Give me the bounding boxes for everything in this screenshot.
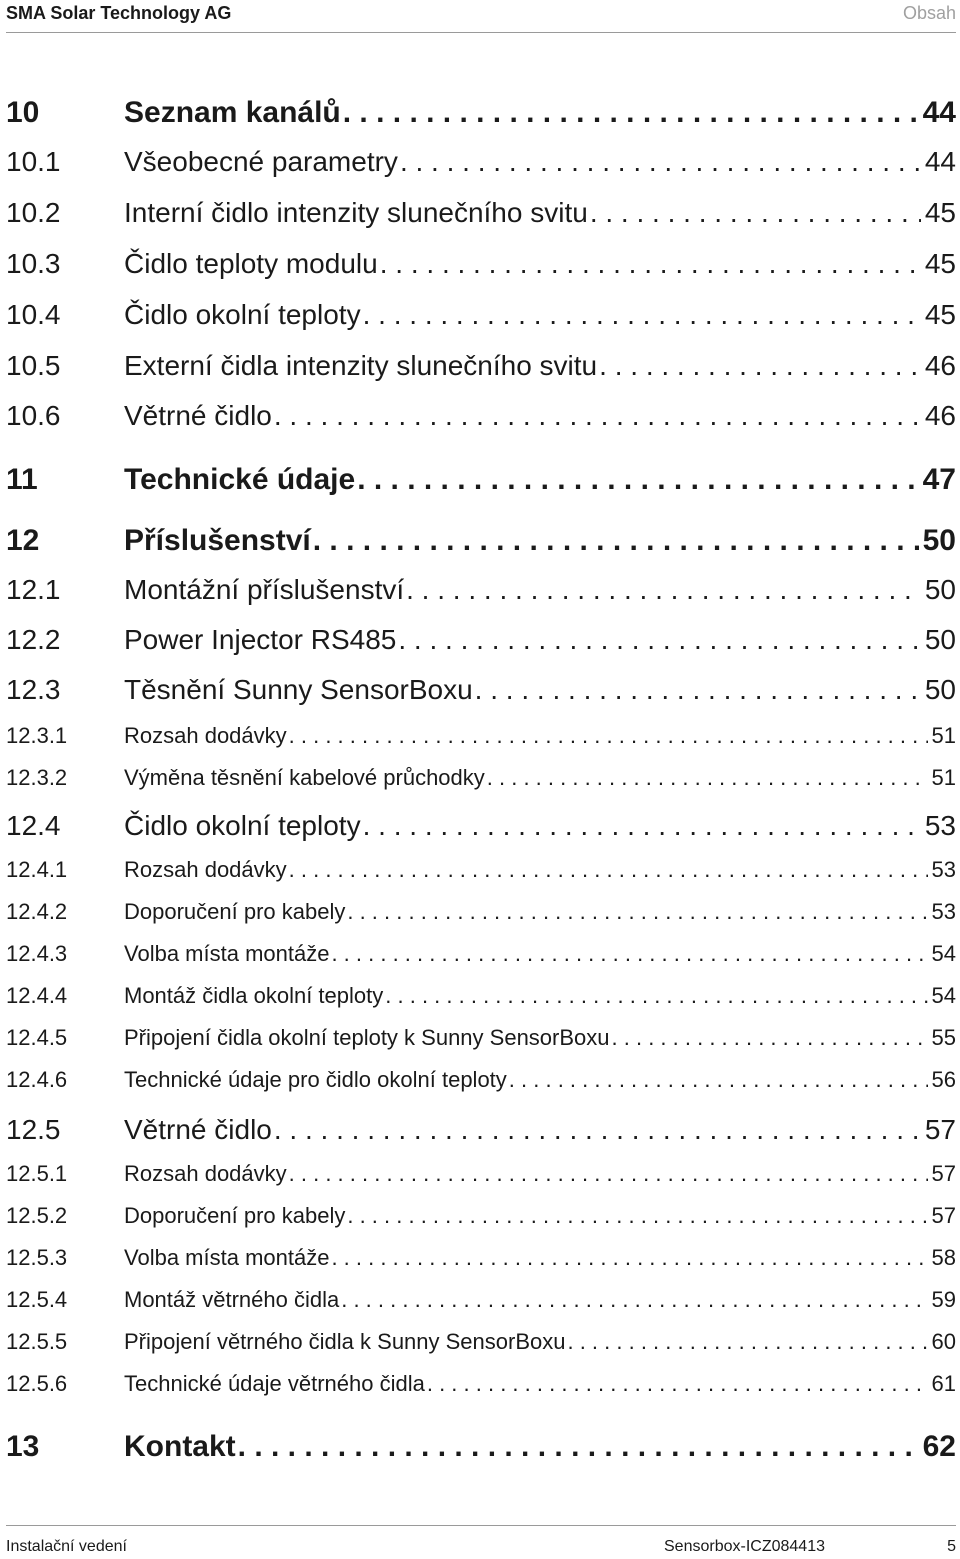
toc-entry-number: 12.3.1	[6, 723, 68, 748]
toc-dot-leader	[385, 983, 927, 1009]
toc-entry-title: Těsnění Sunny SensorBoxu	[124, 674, 473, 705]
toc-entry-number: 10.6	[6, 400, 61, 431]
toc-dot-leader	[599, 350, 921, 382]
toc-entry[interactable]	[6, 299, 956, 331]
toc-entry-page: 57	[924, 1114, 956, 1145]
toc-dot-leader	[274, 1114, 921, 1146]
toc-entry-number: 12.4.6	[6, 1067, 68, 1092]
toc-entry[interactable]	[6, 674, 956, 706]
footer-divider	[6, 1525, 956, 1526]
toc-entry-page: 45	[924, 197, 956, 228]
toc-entry-number: 12.4.4	[6, 983, 68, 1008]
toc-entry-title: Externí čidla intenzity slunečního svitu	[124, 350, 598, 381]
toc-entry-number: 12.1	[6, 574, 61, 605]
toc-entry-number: 12.5.5	[6, 1329, 68, 1354]
page-number: 5	[947, 1538, 956, 1555]
toc-entry[interactable]	[6, 1245, 956, 1271]
document-type: Instalační vedení	[6, 1538, 127, 1555]
company-name: SMA Solar Technology AG	[6, 3, 232, 23]
toc-dot-leader	[289, 1161, 928, 1187]
toc-entry-number: 12.4.5	[6, 1025, 68, 1050]
document-code: Sensorbox-ICZ084413	[664, 1538, 825, 1555]
toc-entry-number: 11	[6, 463, 38, 496]
toc-entry-title: Power Injector RS485	[124, 624, 397, 655]
toc-entry[interactable]	[6, 197, 956, 229]
toc-entry-page: 50	[924, 674, 956, 705]
toc-entry-number: 12.4.1	[6, 857, 68, 882]
toc-entry-page: 51	[931, 723, 956, 748]
toc-entry-title: Větrné čidlo	[124, 400, 272, 431]
toc-entry-title: Příslušenství	[124, 524, 311, 557]
toc-entry-page: 57	[931, 1161, 956, 1186]
toc-entry-number: 12.5.2	[6, 1203, 68, 1228]
toc-entry-page: 53	[931, 857, 956, 882]
toc-entry[interactable]	[6, 1161, 956, 1187]
toc-entry-page: 56	[931, 1067, 956, 1092]
toc-entry-title: Rozsah dodávky	[124, 857, 287, 882]
toc-entry-title: Doporučení pro kabely	[124, 899, 346, 924]
toc-entry-title: Doporučení pro kabely	[124, 1203, 346, 1228]
toc-dot-leader	[289, 723, 928, 749]
toc-dot-leader	[400, 146, 921, 178]
toc-dot-leader	[341, 1287, 927, 1313]
toc-entry-title: Interní čidlo intenzity slunečního svitu	[124, 197, 588, 228]
toc-entry-title: Čidlo teploty modulu	[124, 248, 378, 279]
toc-entry-title: Montáž čidla okolní teploty	[124, 983, 384, 1008]
toc-entry-title: Větrné čidlo	[124, 1114, 272, 1145]
toc-entry-title: Čidlo okolní teploty	[124, 299, 361, 330]
toc-entry-title: Technické údaje	[124, 463, 356, 496]
toc-entry-number: 10.1	[6, 146, 61, 177]
toc-dot-leader	[590, 197, 921, 229]
toc-entry-title: Připojení čidla okolní teploty k Sunny SensorBoxu	[124, 1025, 610, 1050]
toc-dot-leader	[274, 400, 921, 432]
toc-entry-page: 44	[922, 96, 956, 129]
toc-entry-title: Čidlo okolní teploty	[124, 810, 361, 841]
toc-entry-title: Volba místa montáže	[124, 941, 330, 966]
toc-entry-title: Montáž větrného čidla	[124, 1287, 340, 1312]
toc-entry-number: 12.4	[6, 810, 61, 841]
toc-entry[interactable]	[6, 765, 956, 791]
toc-entry-page: 54	[931, 983, 956, 1008]
toc-dot-leader	[612, 1025, 928, 1051]
toc-dot-leader	[363, 299, 921, 331]
toc-entry-number: 10.5	[6, 350, 61, 381]
toc-dot-leader	[347, 899, 927, 925]
toc-entry[interactable]	[6, 1025, 956, 1051]
toc-dot-leader	[363, 810, 921, 842]
toc-entry-page: 50	[924, 624, 956, 655]
toc-entry[interactable]	[6, 248, 956, 280]
toc-dot-leader	[331, 1245, 927, 1271]
toc-entry-title: Technické údaje pro čidlo okolní teploty	[124, 1067, 507, 1092]
toc-entry-page: 45	[924, 299, 956, 330]
toc-entry-number: 12.2	[6, 624, 61, 655]
toc-entry[interactable]	[6, 463, 956, 497]
toc-entry-page: 50	[922, 524, 956, 557]
toc-entry[interactable]	[6, 1067, 956, 1093]
toc-entry-page: 45	[924, 248, 956, 279]
toc-entry-page: 61	[931, 1371, 956, 1396]
toc-dot-leader	[331, 941, 927, 967]
toc-entry[interactable]	[6, 96, 956, 130]
toc-dot-leader	[427, 1371, 928, 1397]
toc-entry-page: 59	[931, 1287, 956, 1312]
toc-entry-page: 47	[922, 463, 956, 496]
toc-entry-title: Všeobecné parametry	[124, 146, 398, 177]
toc-entry-number: 13	[6, 1430, 40, 1463]
toc-entry[interactable]	[6, 1430, 956, 1464]
toc-entry[interactable]	[6, 1371, 956, 1397]
toc-entry-title: Připojení větrného čidla k Sunny SensorBoxu	[124, 1329, 566, 1354]
toc-dot-leader	[509, 1067, 928, 1093]
toc-entry-page: 50	[924, 574, 956, 605]
toc-entry-page: 46	[924, 400, 956, 431]
toc-entry-title: Technické údaje větrného čidla	[124, 1371, 425, 1396]
toc-entry-page: 46	[924, 350, 956, 381]
toc-dot-leader	[289, 857, 928, 883]
toc-dot-leader	[380, 248, 921, 280]
toc-entry[interactable]	[6, 400, 956, 432]
toc-entry-title: Montážní příslušenství	[124, 574, 405, 605]
toc-entry[interactable]	[6, 524, 956, 558]
toc-entry-number: 12.4.3	[6, 941, 68, 966]
toc-entry[interactable]	[6, 857, 956, 883]
toc-entry-page: 44	[924, 146, 956, 177]
toc-entry-title: Volba místa montáže	[124, 1245, 330, 1270]
toc-entry-page: 51	[931, 765, 956, 790]
toc-entry[interactable]	[6, 723, 956, 749]
toc-entry-title: Kontakt	[124, 1430, 236, 1463]
page-header	[6, 0, 956, 30]
toc-entry-page: 57	[931, 1203, 956, 1228]
toc-entry-number: 12	[6, 524, 40, 557]
toc-entry-number: 10	[6, 96, 40, 129]
toc-entry-page: 53	[931, 899, 956, 924]
toc-entry[interactable]	[6, 624, 956, 656]
toc-entry-number: 10.3	[6, 248, 61, 279]
toc-dot-leader	[406, 574, 921, 606]
toc-entry-page: 58	[931, 1245, 956, 1270]
toc-dot-leader	[398, 624, 920, 656]
toc-entry[interactable]	[6, 1329, 956, 1355]
toc-entry[interactable]	[6, 810, 956, 842]
toc-entry-page: 55	[931, 1025, 956, 1050]
toc-entry[interactable]	[6, 1287, 956, 1313]
toc-entry-page: 62	[922, 1430, 956, 1463]
toc-dot-leader	[347, 1203, 927, 1229]
toc-entry-title: Výměna těsnění kabelové průchodky	[124, 765, 485, 790]
toc-entry[interactable]	[6, 983, 956, 1009]
toc-entry[interactable]	[6, 1114, 956, 1146]
toc-dot-leader	[567, 1329, 927, 1355]
toc-entry-number: 10.4	[6, 299, 61, 330]
toc-entry[interactable]	[6, 941, 956, 967]
toc-entry-number: 12.5.3	[6, 1245, 68, 1270]
toc-entry-number: 12.5.6	[6, 1371, 68, 1396]
toc-entry-title: Rozsah dodávky	[124, 1161, 287, 1186]
toc-entry-number: 10.2	[6, 197, 61, 228]
toc-entry[interactable]	[6, 1203, 956, 1229]
toc-dot-leader	[313, 524, 919, 558]
toc-dot-leader	[487, 765, 928, 791]
toc-entry-number: 12.5.4	[6, 1287, 68, 1312]
toc-entry[interactable]	[6, 146, 956, 178]
toc-entry-page: 54	[931, 941, 956, 966]
toc-dot-leader	[343, 96, 919, 130]
toc-entry[interactable]	[6, 574, 956, 606]
section-title[interactable]: Obsah	[902, 3, 956, 23]
toc-entry-number: 12.5.1	[6, 1161, 68, 1186]
toc-dot-leader	[475, 674, 921, 706]
toc-entry-number: 12.3.2	[6, 765, 68, 790]
toc-entry-page: 53	[924, 810, 956, 841]
toc-entry[interactable]	[6, 350, 956, 382]
toc-entry-number: 12.3	[6, 674, 61, 705]
toc-entry[interactable]	[6, 899, 956, 925]
toc-entry-title: Seznam kanálů	[124, 96, 341, 129]
toc-entry-title: Rozsah dodávky	[124, 723, 287, 748]
toc-dot-leader	[357, 463, 918, 497]
toc-entry-number: 12.4.2	[6, 899, 68, 924]
toc-entry-number: 12.5	[6, 1114, 61, 1145]
header-divider	[6, 32, 956, 33]
toc-entry-page: 60	[931, 1329, 956, 1354]
toc-dot-leader	[238, 1430, 919, 1464]
